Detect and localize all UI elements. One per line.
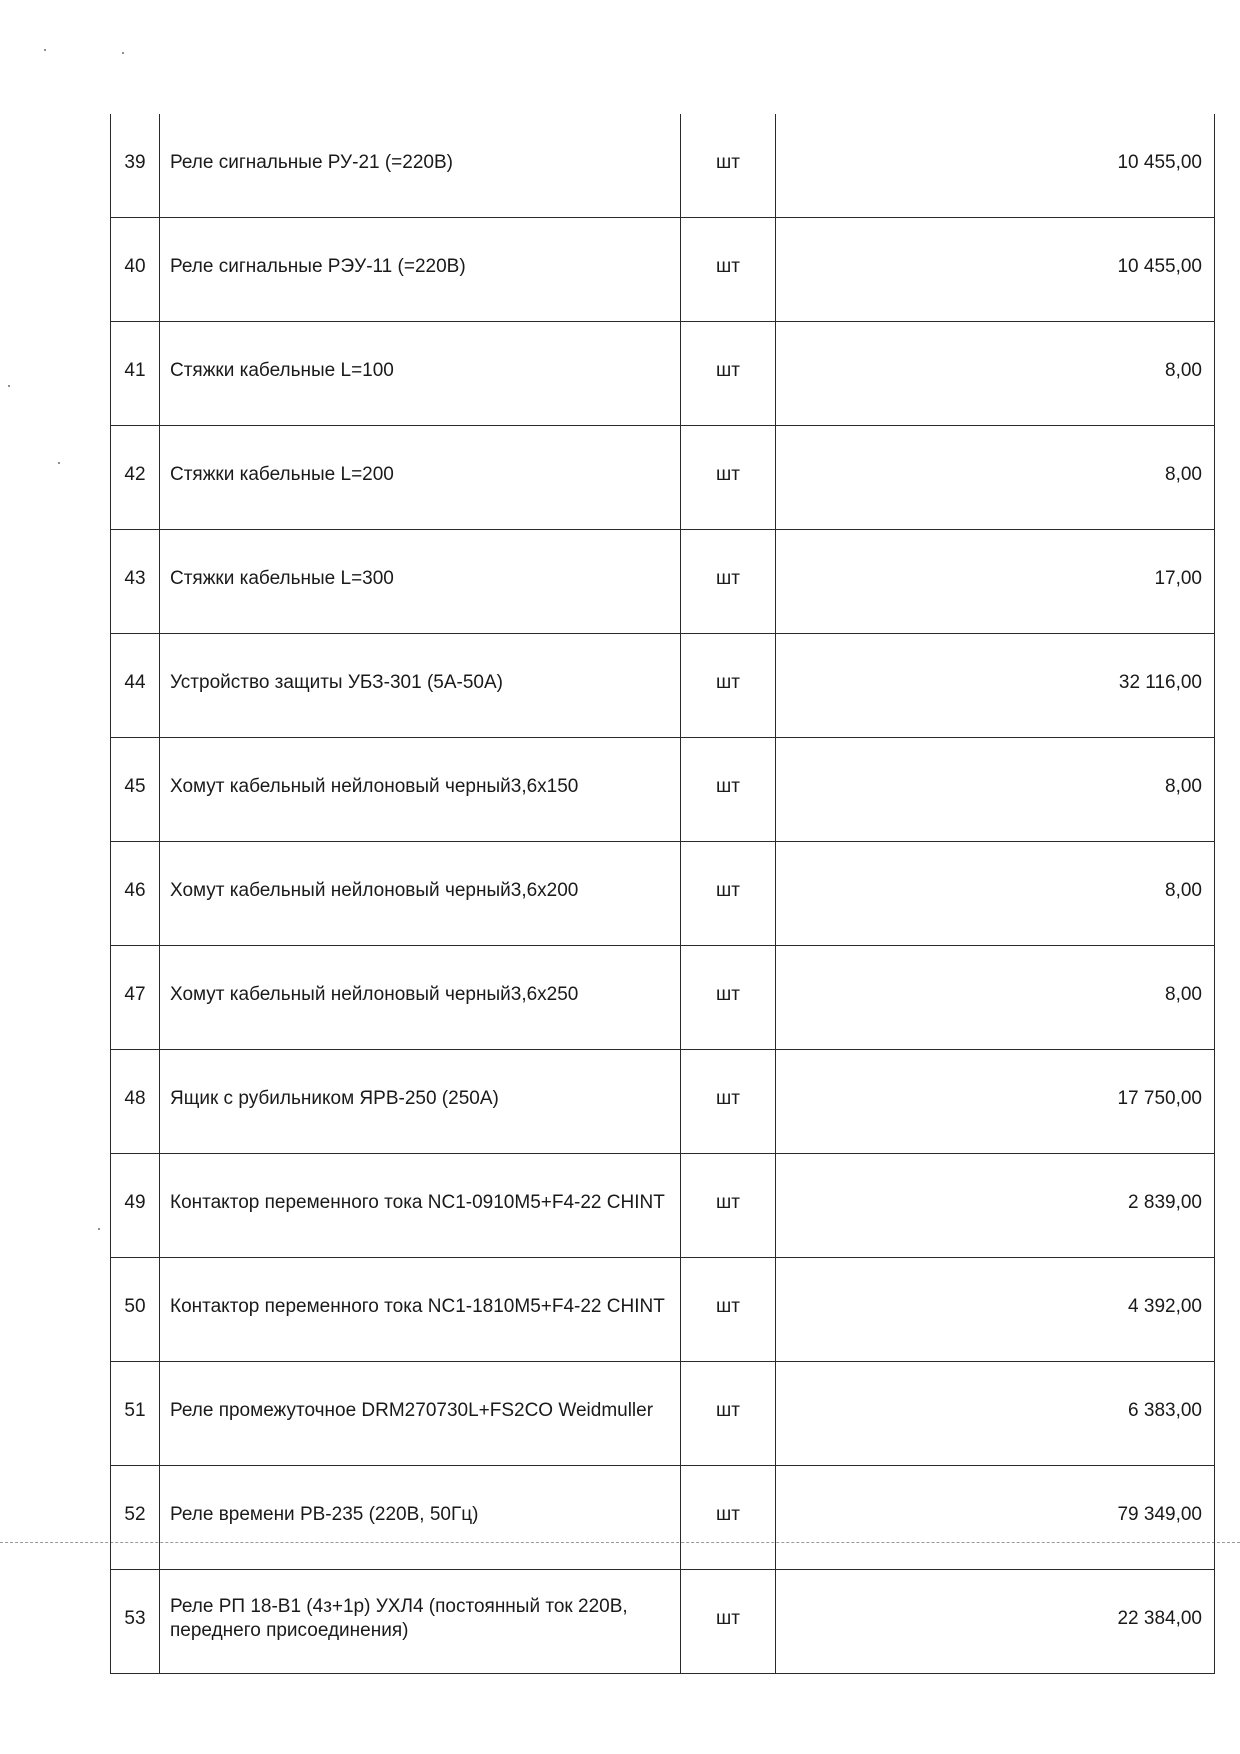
- item-unit-text: шт: [716, 1295, 740, 1317]
- item-price: [776, 1154, 1215, 1258]
- item-name-text: Реле сигнальные РЭУ-11 (=220В): [170, 255, 466, 277]
- item-price-text: 10 455,00: [1117, 255, 1202, 277]
- item-name-text: Контактор переменного тока NC1-1810M5+F4-22 CHINT: [170, 1295, 665, 1317]
- item-unit: [681, 218, 776, 322]
- row-number-text: 47: [124, 983, 146, 1005]
- row-number: [111, 114, 160, 218]
- item-price-text: 8,00: [1165, 983, 1202, 1005]
- row-number: [111, 1362, 160, 1466]
- row-number-text: 44: [124, 671, 146, 693]
- row-number: [111, 426, 160, 530]
- item-name: [160, 426, 681, 530]
- item-price-text: 22 384,00: [1117, 1607, 1202, 1629]
- table-row: [111, 1570, 1215, 1674]
- scan-speck: [58, 462, 60, 464]
- item-price: [776, 946, 1215, 1050]
- item-unit-text: шт: [716, 463, 740, 485]
- item-name: [160, 1050, 681, 1154]
- item-price: [776, 738, 1215, 842]
- item-name-text: Реле сигнальные РУ-21 (=220В): [170, 151, 453, 173]
- table-row: [111, 322, 1215, 426]
- row-number: [111, 1050, 160, 1154]
- row-number-text: 48: [124, 1087, 146, 1109]
- row-number-text: 53: [124, 1607, 146, 1629]
- item-name-text: Хомут кабельный нейлоновый черный3,6х150: [170, 775, 579, 797]
- item-name-text: Хомут кабельный нейлоновый черный3,6х200: [170, 879, 579, 901]
- item-price-text: 8,00: [1165, 879, 1202, 901]
- table-row: [111, 634, 1215, 738]
- item-price: [776, 1050, 1215, 1154]
- item-name-text: Устройство защиты УБЗ-301 (5А-50А): [170, 671, 503, 693]
- item-unit-text: шт: [716, 671, 740, 693]
- item-unit: [681, 1050, 776, 1154]
- table-row: [111, 946, 1215, 1050]
- row-number: [111, 738, 160, 842]
- row-number-text: 50: [124, 1295, 146, 1317]
- item-price: [776, 114, 1215, 218]
- item-unit: [681, 1362, 776, 1466]
- row-number: [111, 1258, 160, 1362]
- row-number-text: 42: [124, 463, 146, 485]
- table-row: [111, 738, 1215, 842]
- item-unit: [681, 842, 776, 946]
- row-number: [111, 530, 160, 634]
- item-price: [776, 426, 1215, 530]
- item-name: [160, 842, 681, 946]
- item-name: [160, 946, 681, 1050]
- item-price: [776, 1258, 1215, 1362]
- item-unit-text: шт: [716, 879, 740, 901]
- item-unit-text: шт: [716, 1087, 740, 1109]
- item-name: [160, 1466, 681, 1570]
- item-name-text: Реле промежуточное DRM270730L+FS2CO Weidmuller: [170, 1399, 654, 1421]
- item-unit: [681, 426, 776, 530]
- item-price-text: 8,00: [1165, 775, 1202, 797]
- item-price: [776, 218, 1215, 322]
- row-number: [111, 634, 160, 738]
- row-number: [111, 1466, 160, 1570]
- item-price-text: 17 750,00: [1117, 1087, 1202, 1109]
- item-name-text: Ящик с рубильником ЯРВ-250 (250А): [170, 1087, 499, 1109]
- item-name: [160, 1362, 681, 1466]
- item-price: [776, 1466, 1215, 1570]
- item-price: [776, 530, 1215, 634]
- item-price-text: 4 392,00: [1128, 1295, 1202, 1317]
- row-number: [111, 1570, 160, 1674]
- row-number: [111, 1154, 160, 1258]
- item-unit: [681, 1258, 776, 1362]
- table-row: [111, 1258, 1215, 1362]
- row-number-text: 49: [124, 1191, 146, 1213]
- item-price-text: 6 383,00: [1128, 1399, 1202, 1421]
- item-unit: [681, 1154, 776, 1258]
- item-unit: [681, 530, 776, 634]
- item-name-text: Контактор переменного тока NC1-0910M5+F4-22 CHINT: [170, 1191, 665, 1213]
- item-price-text: 32 116,00: [1118, 671, 1202, 693]
- row-number-text: 40: [124, 255, 146, 277]
- item-unit-text: шт: [716, 1607, 740, 1629]
- item-price-text: 79 349,00: [1117, 1503, 1202, 1525]
- item-price: [776, 322, 1215, 426]
- item-price: [776, 1362, 1215, 1466]
- row-number-text: 46: [124, 879, 146, 901]
- scan-speck: [122, 52, 124, 54]
- item-price: [776, 842, 1215, 946]
- table-row: [111, 1050, 1215, 1154]
- item-name: [160, 322, 681, 426]
- item-name: [160, 634, 681, 738]
- item-name-text: Реле РП 18-В1 (4з+1р) УХЛ4 (постоянный ток 220В, переднего присоединения): [170, 1595, 628, 1641]
- item-name: [160, 1258, 681, 1362]
- item-price-text: 2 839,00: [1128, 1191, 1202, 1213]
- row-number: [111, 322, 160, 426]
- item-unit: [681, 1466, 776, 1570]
- item-name-text: Стяжки кабельные L=200: [170, 463, 394, 485]
- row-number-text: 41: [124, 359, 146, 381]
- item-unit-text: шт: [716, 775, 740, 797]
- table-row: [111, 218, 1215, 322]
- item-price-text: 17,00: [1154, 567, 1202, 589]
- item-name: [160, 114, 681, 218]
- row-number-text: 39: [124, 151, 146, 173]
- item-unit-text: шт: [716, 983, 740, 1005]
- row-number: [111, 946, 160, 1050]
- item-name: [160, 1570, 681, 1674]
- item-unit-text: шт: [716, 1191, 740, 1213]
- item-unit-text: шт: [716, 1399, 740, 1421]
- item-name: [160, 530, 681, 634]
- row-number: [111, 842, 160, 946]
- item-price: [776, 634, 1215, 738]
- item-price-text: 8,00: [1165, 359, 1202, 381]
- row-number-text: 52: [124, 1503, 146, 1525]
- item-name-text: Хомут кабельный нейлоновый черный3,6х250: [170, 983, 579, 1005]
- price-table-body: [111, 114, 1215, 1674]
- scan-speck: [98, 1228, 100, 1230]
- table-row: [111, 114, 1215, 218]
- item-unit: [681, 634, 776, 738]
- item-unit-text: шт: [716, 255, 740, 277]
- item-unit-text: шт: [716, 359, 740, 381]
- table-row: [111, 1154, 1215, 1258]
- table-row: [111, 842, 1215, 946]
- table-row: [111, 1362, 1215, 1466]
- item-price-text: 10 455,00: [1117, 151, 1202, 173]
- table-row: [111, 530, 1215, 634]
- item-name-text: Реле времени РВ-235 (220В, 50Гц): [170, 1503, 479, 1525]
- table-row: [111, 426, 1215, 530]
- item-unit: [681, 946, 776, 1050]
- item-price: [776, 1570, 1215, 1674]
- item-unit: [681, 738, 776, 842]
- scan-speck: [44, 49, 46, 51]
- row-number-text: 51: [124, 1399, 146, 1421]
- item-unit-text: шт: [716, 151, 740, 173]
- row-number: [111, 218, 160, 322]
- item-unit: [681, 114, 776, 218]
- item-unit-text: шт: [716, 1503, 740, 1525]
- item-name: [160, 218, 681, 322]
- item-name: [160, 1154, 681, 1258]
- item-price-text: 8,00: [1165, 463, 1202, 485]
- item-name-text: Стяжки кабельные L=300: [170, 567, 394, 589]
- item-unit-text: шт: [716, 567, 740, 589]
- item-unit: [681, 1570, 776, 1674]
- table-row: [111, 1466, 1215, 1570]
- price-table: [110, 114, 1215, 1674]
- item-name-text: Стяжки кабельные L=100: [170, 359, 394, 381]
- row-number-text: 43: [124, 567, 146, 589]
- scan-speck: [8, 385, 10, 387]
- item-name: [160, 738, 681, 842]
- row-number-text: 45: [124, 775, 146, 797]
- item-unit: [681, 322, 776, 426]
